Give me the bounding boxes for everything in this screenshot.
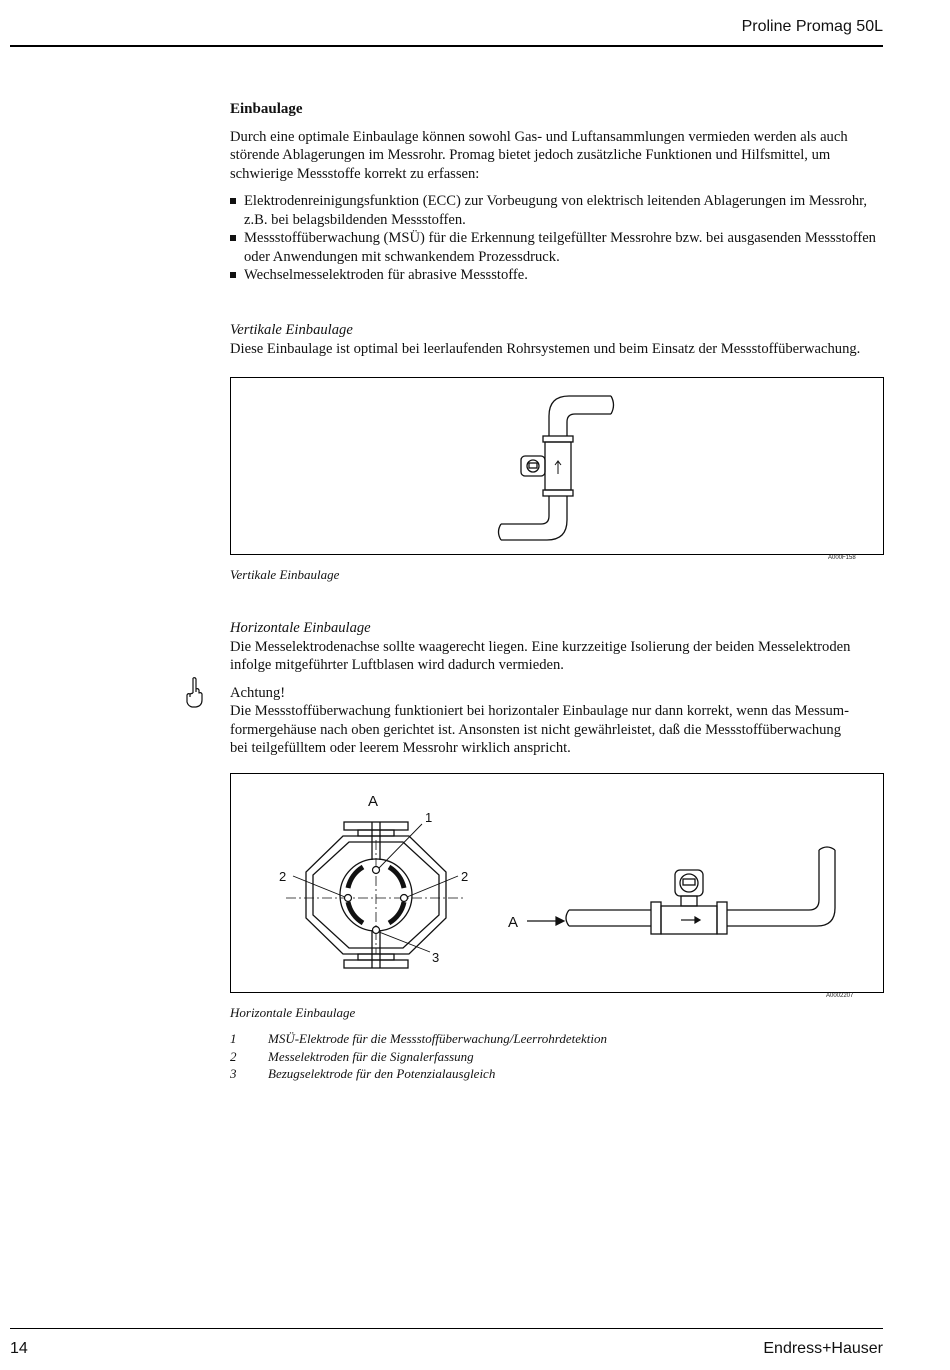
vertical-installation-drawing: [231, 378, 883, 554]
vertical-figure: [230, 377, 884, 555]
horizontal-installation-drawing: [231, 774, 883, 992]
flow-label-a: A: [508, 914, 519, 931]
section-heading: Einbaulage: [230, 101, 303, 117]
horizontal-subheading: Horizontale Einbaulage: [230, 620, 371, 636]
brand-name: Endress+Hauser: [763, 1340, 883, 1357]
legend-text: MSÜ-Elektrode für die Messstoffüberwachung/Leerrohrdetektion: [268, 1031, 608, 1046]
callout-1: 1: [425, 810, 433, 825]
warning-text-line-3: bei teilgefülltem oder leerem Messrohr wirklich anspricht.: [230, 740, 571, 756]
horizontal-text-line-1: Die Messelektrodenachse sollte waagerecht liegen. Eine kurzzeitige Isolierung der beiden Messelektroden: [230, 638, 851, 655]
footer-rule: [10, 1328, 883, 1329]
intro-line-1: Durch eine optimale Einbaulage können sowohl Gas- und Luftansammlungen vermieden werden als auch: [230, 128, 848, 145]
vertical-subheading: Vertikale Einbaulage: [230, 322, 353, 338]
list-item-line: Elektrodenreinigungsfunktion (ECC) zur Vorbeugung von elektrisch leitenden Ablagerungen im Messrohr,: [244, 193, 868, 209]
vertical-section: [230, 321, 882, 358]
view-label-a: A: [368, 793, 379, 810]
vertical-text: Diese Einbaulage ist optimal bei leerlaufenden Rohrsystemen und beim Einsatz der Messstoffüberwachung.: [230, 340, 861, 357]
horizontal-figure-id: A0002207: [826, 993, 854, 999]
legend-text: Messelektroden für die Signalerfassung: [268, 1048, 474, 1064]
horizontal-section: [230, 619, 882, 758]
intro-line-3: schwierige Messstoffe korrekt zu erfassen:: [230, 165, 480, 182]
arrows: [527, 917, 700, 925]
list-item: [230, 192, 882, 229]
section-einbaulage: [230, 100, 882, 285]
header-rule: [10, 45, 883, 47]
warning-title: Achtung!: [230, 684, 286, 701]
legend-number: 1: [230, 1031, 237, 1046]
legend-number: 3: [230, 1066, 237, 1081]
document-title: Proline Promag 50L: [741, 18, 883, 35]
list-item: [230, 229, 882, 266]
list-item: [230, 266, 882, 285]
intro-line-2: störende Ablagerungen im Messrohr. Promag bietet jedoch zusätzliche Funktionen und Hilfsmittel, um: [230, 147, 831, 163]
warning-text-line-2: formergehäuse nach oben gerichtet ist. Ansonsten ist nicht gewährleistet, daß die Messstoffüberwachung: [230, 721, 842, 738]
side-view: [566, 847, 835, 934]
legend-text: Bezugselektrode für den Potenzialausgleich: [268, 1066, 496, 1081]
callout-2-left: 2: [279, 869, 287, 884]
list-item-line: Messstoffüberwachung (MSÜ) für die Erkennung teilgefüllter Messrohre bzw. bei ausgasenden Messstoffen: [244, 230, 876, 246]
legend-item: [230, 1048, 607, 1066]
feature-list: [230, 192, 882, 285]
legend-item: [230, 1030, 607, 1048]
list-item-line: Wechselmesselektroden für abrasive Messstoffe.: [244, 267, 528, 283]
warning-text-line-1: Die Messstoffüberwachung funktioniert bei horizontaler Einbaulage nur dann korrekt, wenn das Messum-: [230, 703, 849, 719]
list-item-line: z.B. bei belagsbildenden Messstoffen.: [244, 211, 466, 228]
legend-number: 2: [230, 1048, 237, 1064]
horizontal-text-line-2: infolge mitgeführter Luftblasen wird dadurch vermieden.: [230, 657, 564, 673]
pointing-hand-icon: [184, 676, 206, 710]
vertical-figure-id: A000F158: [828, 555, 856, 561]
horizontal-text: [230, 638, 882, 675]
intro-paragraph: [230, 128, 882, 184]
list-item-line: oder Anwendungen mit schwankendem Prozessdruck.: [244, 248, 560, 265]
figure-legend: [230, 1030, 607, 1083]
legend-item: [230, 1065, 607, 1083]
callout-2-right: 2: [461, 869, 469, 884]
horizontal-figure: [230, 773, 884, 993]
vertical-caption: Vertikale Einbaulage: [230, 567, 340, 582]
page-number: 14: [10, 1340, 28, 1357]
warning-text: [230, 702, 882, 758]
horizontal-caption: Horizontale Einbaulage: [230, 1005, 356, 1020]
callout-3: 3: [432, 950, 440, 965]
